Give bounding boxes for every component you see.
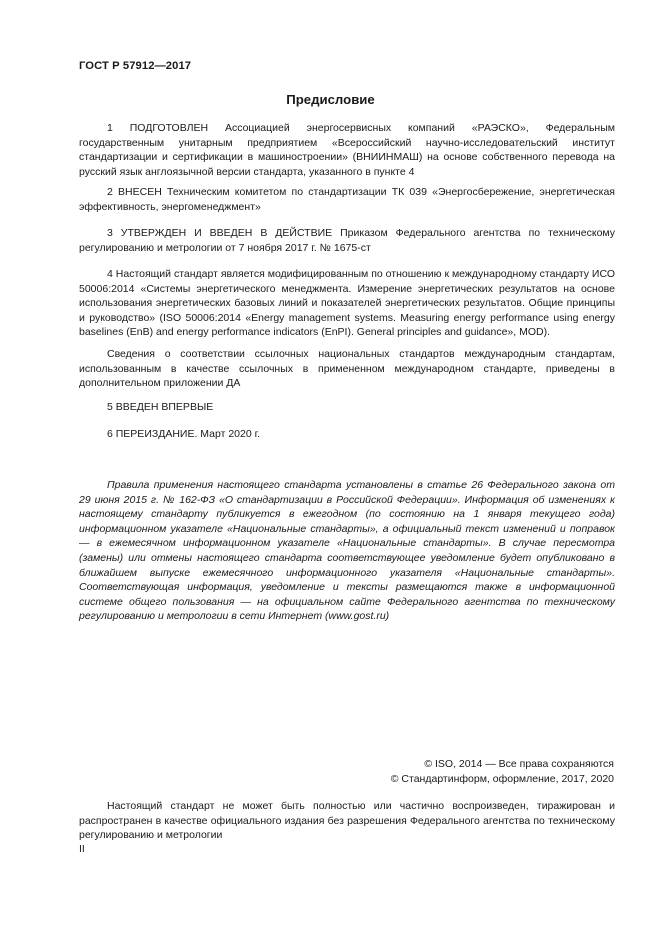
- paragraph-4b: [79, 347, 615, 391]
- paragraph-6-text: 6 ПЕРЕИЗДАНИЕ. Март 2020 г.: [107, 428, 261, 440]
- copyright-iso: © ISO, 2014 — Все права сохраняются: [424, 758, 614, 770]
- reproduction-notice: [79, 799, 615, 843]
- paragraph-4-text: 4 Настоящий стандарт является модифицированным по отношению к международному стандарту ИСО 50006:2014 «Системы энергетического менеджмента. Измерение энергетических результатов на основе использования энергетических базовых линий и показателей энергетических результатов. Общие принципы и руководство» (ISO 50006:2014 «Energy management systems. Measuring energy performance using energy baselines (EnB) and energy performance indicators (EnPI). General principles and guidance», MOD).: [79, 268, 615, 339]
- paragraph-1: [79, 121, 615, 179]
- standard-code: ГОСТ Р 57912—2017: [79, 60, 192, 72]
- paragraph-4: [79, 267, 615, 340]
- official-notice: [79, 478, 615, 624]
- paragraph-3-text: 3 УТВЕРЖДЕН И ВВЕДЕН В ДЕЙСТВИЕ Приказом Федерального агентства по техническому регулированию и метрологии от 7 ноября 2017 г. № 1675-ст: [79, 227, 615, 254]
- paragraph-5: [79, 400, 615, 415]
- page-number: II: [79, 843, 85, 855]
- section-title: Предисловие: [286, 92, 375, 107]
- official-notice-text: Правила применения настоящего стандарта установлены в статье 26 Федерального закона от 29 июня 2015 г. № 162-ФЗ «О стандартизации в Российской Федерации». Информация об изменениях к настоящему стандарту публикуется в ежегодном (по состоянию на 1 января текущего года) информационном указателе «Национальные стандарты», а официальный текст изменений и поправок — в ежемесячном информационном указателе «Национальные стандарты». В случае пересмотра (замены) или отмены настоящего стандарта соответствующее уведомление будет опубликовано в ближайшем выпуске ежемесячного информационного указателя «Национальные стандарты». Соответствующая информация, уведомление и тексты размещаются также в информационной системе общего пользования — на официальном сайте Федерального агентства по техническому регулированию и метрологии в сети Интернет (www.gost.ru): [79, 479, 615, 623]
- paragraph-2-text: 2 ВНЕСЕН Техническим комитетом по стандартизации ТК 039 «Энергосбережение, энергетическая эффективность, энергоменеджмент»: [79, 186, 615, 213]
- paragraph-4b-text: Сведения о соответствии ссылочных национальных стандартов международным стандартам, использованным в качестве ссылочных в примененном международном стандарте, приведены в дополнительном приложении ДА: [79, 348, 615, 390]
- paragraph-1-text: 1 ПОДГОТОВЛЕН Ассоциацией энергосервисных компаний «РАЭСКО», Федеральным государственным унитарным предприятием «Всероссийский научно-исследовательский институт стандартизации и сертификации в машиностроении» (ВНИИНМАШ) на основе собственного перевода на русский язык англоязычной версии стандарта, указанного в пункте 4: [79, 122, 615, 178]
- copyright-standartinform: © Стандартинформ, оформление, 2017, 2020: [390, 773, 614, 785]
- paragraph-5-text: 5 ВВЕДЕН ВПЕРВЫЕ: [107, 401, 214, 413]
- paragraph-6: [79, 427, 615, 442]
- reproduction-notice-text: Настоящий стандарт не может быть полностью или частично воспроизведен, тиражирован и распространен в качестве официального издания без разрешения Федерального агентства по техническому регулированию и метрологии: [79, 800, 615, 842]
- paragraph-3: [79, 226, 615, 255]
- paragraph-2: [79, 185, 615, 214]
